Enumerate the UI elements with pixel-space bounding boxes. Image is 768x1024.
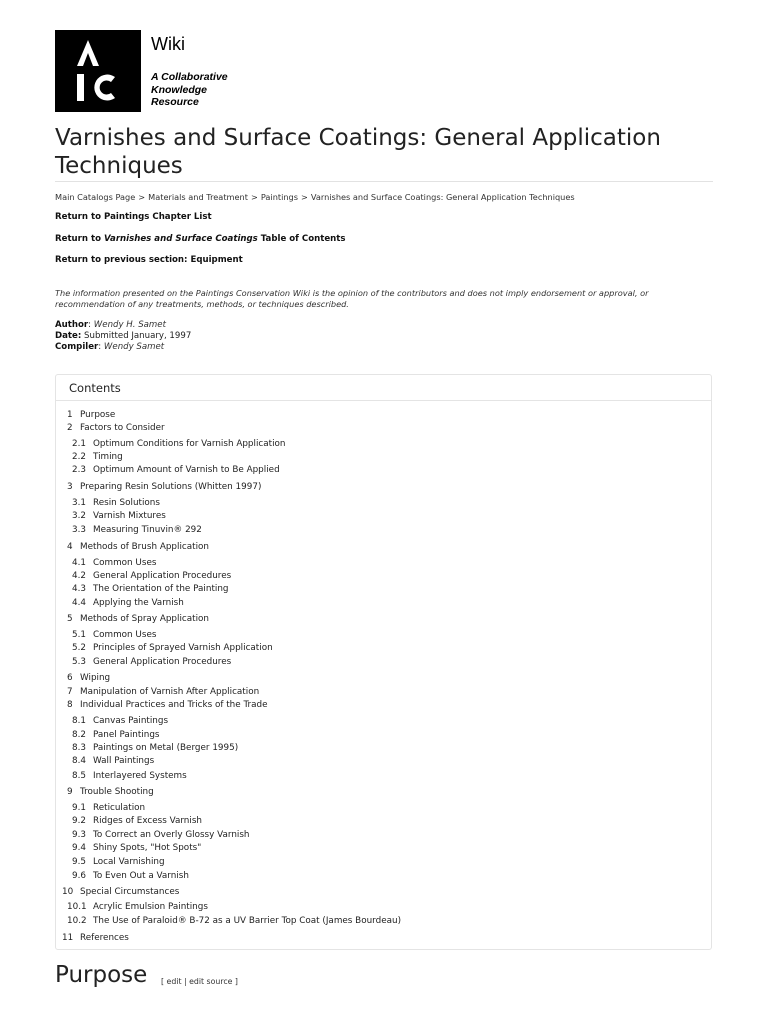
edit-separator: | bbox=[181, 977, 190, 986]
toc-item-number: 4 bbox=[67, 542, 73, 552]
toc-item-label: Principles of Sprayed Varnish Application bbox=[93, 643, 273, 653]
toc-item[interactable] bbox=[72, 830, 250, 840]
toc-item-number: 9.1 bbox=[72, 803, 86, 813]
toc-item-label: Paintings on Metal (Berger 1995) bbox=[93, 743, 239, 753]
toc-item-label: Factors to Consider bbox=[80, 423, 165, 433]
toc-item[interactable] bbox=[72, 871, 189, 881]
toc-item-number: 8.2 bbox=[72, 730, 86, 740]
toc-item[interactable] bbox=[72, 584, 229, 594]
toc-item-label: Optimum Conditions for Varnish Application bbox=[93, 439, 286, 449]
toc-item[interactable] bbox=[72, 439, 285, 449]
section-edit-links bbox=[161, 977, 238, 986]
toc-item-label: Panel Paintings bbox=[93, 730, 160, 740]
toc-item[interactable] bbox=[72, 730, 159, 740]
toc-item-label: References bbox=[80, 933, 129, 943]
toc-item-number: 9.3 bbox=[72, 830, 86, 840]
toc-item-number: 3 bbox=[67, 482, 73, 492]
toc-item-label: Individual Practices and Tricks of the Trade bbox=[80, 700, 268, 710]
toc-item-label: The Use of Paraloid® B-72 as a UV Barrier Top Coat (James Bourdeau) bbox=[93, 916, 402, 926]
toc-title: Contents bbox=[69, 381, 121, 395]
return-toc-italic: Varnishes and Surface Coatings bbox=[104, 234, 258, 244]
toc-item-label: General Application Procedures bbox=[93, 571, 232, 581]
toc-item-number: 5.3 bbox=[72, 657, 86, 667]
toc-item-label: Common Uses bbox=[93, 558, 157, 568]
toc-item-label: Special Circumstances bbox=[80, 887, 180, 897]
toc-item-number: 11 bbox=[62, 933, 74, 943]
toc-item[interactable] bbox=[67, 700, 268, 710]
toc-item-label: Trouble Shooting bbox=[80, 787, 154, 797]
edit-bracket-open: [ bbox=[161, 977, 167, 986]
toc-item[interactable] bbox=[72, 452, 123, 462]
toc-item-number: 9.6 bbox=[72, 871, 86, 881]
toc-item[interactable] bbox=[72, 657, 231, 667]
toc-item-label: Applying the Varnish bbox=[93, 598, 184, 608]
toc-item-number: 2.1 bbox=[72, 439, 86, 449]
toc-item-number: 8.4 bbox=[72, 756, 86, 766]
toc-item-number: 5 bbox=[67, 614, 73, 624]
toc-item[interactable] bbox=[62, 887, 179, 897]
compiler-line: Compiler: Wendy Samet bbox=[55, 342, 165, 352]
wiki-label: Wiki bbox=[151, 34, 185, 54]
toc-item-label: Wiping bbox=[80, 673, 111, 683]
toc-item[interactable] bbox=[67, 902, 208, 912]
date-label: Date: bbox=[55, 331, 82, 341]
toc-item[interactable] bbox=[72, 743, 238, 753]
toc-item[interactable] bbox=[67, 423, 165, 433]
toc-item[interactable] bbox=[72, 843, 201, 853]
toc-item-label: Measuring Tinuvin® 292 bbox=[93, 525, 202, 535]
toc-item-label: Ridges of Excess Varnish bbox=[93, 816, 202, 826]
toc-item-label: Interlayered Systems bbox=[93, 771, 187, 781]
toc-item-number: 8.5 bbox=[72, 771, 86, 781]
breadcrumb-separator: > bbox=[138, 192, 146, 202]
breadcrumb-item-paintings[interactable]: Paintings bbox=[260, 192, 299, 202]
toc-item[interactable] bbox=[72, 498, 160, 508]
toc-item[interactable] bbox=[67, 410, 115, 420]
edit-link[interactable]: edit bbox=[166, 977, 182, 986]
tagline-line: Knowledge bbox=[151, 83, 208, 96]
toc-item[interactable] bbox=[62, 933, 129, 943]
toc-item-label: Varnish Mixtures bbox=[93, 511, 166, 521]
toc-item-label: Methods of Brush Application bbox=[80, 542, 209, 552]
aic-logo-icon bbox=[55, 30, 141, 112]
breadcrumb-item-materials[interactable]: Materials and Treatment bbox=[148, 192, 248, 202]
edit-source-link[interactable]: edit source bbox=[189, 977, 233, 986]
breadcrumb bbox=[55, 192, 575, 202]
toc-item-label: Optimum Amount of Varnish to Be Applied bbox=[93, 465, 280, 475]
toc-item-number: 9.5 bbox=[72, 857, 86, 867]
table-of-contents bbox=[55, 374, 712, 950]
toc-item[interactable] bbox=[67, 916, 401, 926]
toc-item-label: To Even Out a Varnish bbox=[93, 871, 189, 881]
toc-item[interactable] bbox=[67, 673, 110, 683]
return-toc-suffix: Table of Contents bbox=[257, 234, 346, 244]
aic-logo[interactable] bbox=[55, 30, 141, 112]
toc-item[interactable] bbox=[72, 803, 145, 813]
toc-item-number: 2.3 bbox=[72, 465, 86, 475]
toc-item-number: 4.4 bbox=[72, 598, 86, 608]
toc-item[interactable] bbox=[67, 542, 209, 552]
toc-item-number: 3.1 bbox=[72, 498, 86, 508]
toc-item-label: Manipulation of Varnish After Application bbox=[80, 687, 260, 697]
toc-item-number: 5.2 bbox=[72, 643, 86, 653]
edit-bracket-close: ] bbox=[232, 977, 238, 986]
toc-item-label: To Correct an Overly Glossy Varnish bbox=[93, 830, 250, 840]
toc-item[interactable] bbox=[72, 525, 202, 535]
author-label: Author bbox=[55, 320, 89, 330]
compiler-label: Compiler bbox=[55, 342, 99, 352]
toc-item[interactable] bbox=[72, 511, 166, 521]
breadcrumb-separator: > bbox=[301, 192, 308, 202]
tagline bbox=[151, 71, 261, 109]
toc-item[interactable] bbox=[72, 816, 202, 826]
toc-item-number: 5.1 bbox=[72, 630, 86, 640]
toc-item-label: Timing bbox=[93, 452, 123, 462]
title-divider bbox=[55, 181, 713, 182]
toc-item-number: 8.3 bbox=[72, 743, 86, 753]
toc-item-number: 2 bbox=[67, 423, 73, 433]
toc-item-label: Methods of Spray Application bbox=[80, 614, 209, 624]
toc-item-number: 10 bbox=[62, 887, 74, 897]
toc-item[interactable] bbox=[67, 482, 261, 492]
toc-item-number: 8 bbox=[67, 700, 73, 710]
breadcrumb-separator: > bbox=[250, 192, 258, 202]
toc-item-label: General Application Procedures bbox=[93, 657, 232, 667]
toc-item-label: Resin Solutions bbox=[93, 498, 160, 508]
section-title-purpose: Purpose bbox=[55, 962, 148, 988]
toc-item-label: Wall Paintings bbox=[93, 756, 155, 766]
toc-item[interactable] bbox=[72, 571, 231, 581]
breadcrumb-item-main-catalogs[interactable]: Main Catalogs Page bbox=[55, 192, 136, 202]
toc-item-number: 9.4 bbox=[72, 843, 86, 853]
toc-item-number: 3.3 bbox=[72, 525, 86, 535]
toc-item-label: The Orientation of the Painting bbox=[93, 584, 229, 594]
toc-item-number: 3.2 bbox=[72, 511, 86, 521]
return-toc-prefix: Return to bbox=[55, 234, 105, 244]
toc-item-label: Local Varnishing bbox=[93, 857, 165, 867]
toc-item-label: Common Uses bbox=[93, 630, 157, 640]
toc-item[interactable] bbox=[67, 787, 154, 797]
return-toc-link[interactable] bbox=[55, 234, 346, 244]
toc-item-number: 8.1 bbox=[72, 716, 86, 726]
date-value: Submitted January, 1997 bbox=[84, 331, 192, 341]
toc-item[interactable] bbox=[67, 614, 209, 624]
toc-item[interactable] bbox=[72, 465, 280, 475]
author-line: Author: Wendy H. Samet bbox=[55, 320, 166, 330]
toc-item-number: 4.2 bbox=[72, 571, 86, 581]
toc-item[interactable] bbox=[72, 598, 184, 608]
toc-item-label: Purpose bbox=[80, 410, 116, 420]
toc-item[interactable] bbox=[67, 687, 259, 697]
toc-divider bbox=[56, 400, 711, 401]
toc-item-number: 6 bbox=[67, 673, 73, 683]
toc-item-number: 9 bbox=[67, 787, 73, 797]
toc-item[interactable] bbox=[72, 756, 154, 766]
return-previous-link[interactable]: Return to previous section: Equipment bbox=[55, 255, 243, 265]
toc-item-label: Acrylic Emulsion Paintings bbox=[93, 902, 208, 912]
toc-item[interactable] bbox=[72, 643, 273, 653]
toc-item[interactable] bbox=[72, 857, 165, 867]
toc-item-label: Canvas Paintings bbox=[93, 716, 169, 726]
toc-item[interactable] bbox=[72, 716, 168, 726]
toc-item-number: 4.3 bbox=[72, 584, 86, 594]
breadcrumb-item-current: Varnishes and Surface Coatings: General Application Techniques bbox=[310, 192, 575, 202]
author-value: Wendy H. Samet bbox=[93, 320, 166, 330]
toc-item[interactable] bbox=[72, 558, 156, 568]
toc-item-number: 10.2 bbox=[67, 916, 87, 926]
article-meta bbox=[55, 320, 191, 353]
page-title: Varnishes and Surface Coatings: General Application Techniques bbox=[55, 125, 661, 179]
toc-item-label: Reticulation bbox=[93, 803, 146, 813]
toc-item-number: 10.1 bbox=[67, 902, 87, 912]
toc-item-label: Preparing Resin Solutions (Whitten 1997) bbox=[80, 482, 262, 492]
toc-item-number: 2.2 bbox=[72, 452, 86, 462]
toc-item-number: 1 bbox=[67, 410, 73, 420]
disclaimer: The information presented on the Paintings Conservation Wiki is the opinion of the contributors and does not imply endorsement or approval, or recommendation of any treatments, methods, or techniques described. bbox=[55, 288, 649, 309]
toc-item-number: 4.1 bbox=[72, 558, 86, 568]
toc-item-number: 7 bbox=[67, 687, 73, 697]
tagline-line: A Collaborative bbox=[151, 71, 228, 83]
tagline-line: Resource bbox=[151, 96, 199, 108]
toc-item[interactable] bbox=[72, 630, 156, 640]
toc-item[interactable] bbox=[72, 771, 187, 781]
compiler-value: Wendy Samet bbox=[103, 342, 165, 352]
date-line bbox=[55, 331, 191, 342]
toc-item-label: Shiny Spots, "Hot Spots" bbox=[93, 843, 202, 853]
toc-item-number: 9.2 bbox=[72, 816, 86, 826]
return-chapter-link[interactable]: Return to Paintings Chapter List bbox=[55, 212, 212, 222]
